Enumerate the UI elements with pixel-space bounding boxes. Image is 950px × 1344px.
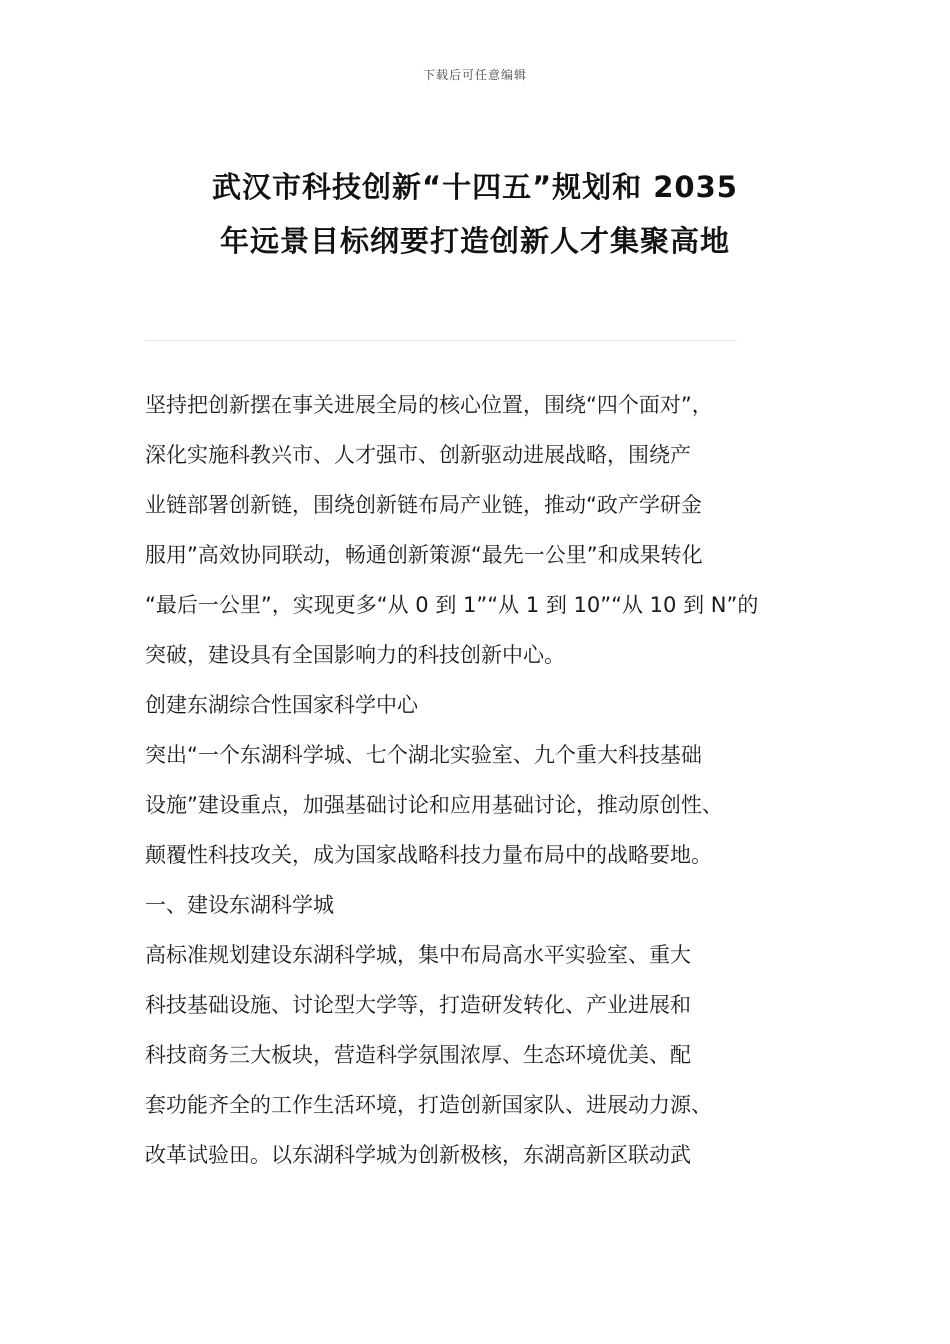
- document-title: [110, 160, 840, 268]
- body-line: 科技商务三大板块，营造科学氛围浓厚、生态环境优美、配: [145, 1043, 691, 1067]
- body-line: “最后一公里”，实现更多“从 0 到 1”“从 1 到 10”“从 10 到 N”的: [145, 593, 759, 617]
- body-text: [145, 380, 759, 1180]
- body-line: 突破，建设具有全国影响力的科技创新中心。: [145, 643, 565, 667]
- body-line: 坚持把创新摆在事关进展全局的核心位置，围绕“四个面对”，: [145, 393, 713, 417]
- section-heading: 创建东湖综合性国家科学中心: [145, 693, 418, 717]
- title-line-2: 年远景目标纲要打造创新人才集聚高地: [219, 224, 730, 258]
- body-line: 颠覆性科技攻关，成为国家战略科技力量布局中的战略要地。: [145, 843, 712, 867]
- title-line-1: 武汉市科技创新“十四五”规划和 2035: [212, 170, 738, 204]
- body-line: 服用”高效协同联动，畅通创新策源“最先一公里”和成果转化: [145, 543, 703, 567]
- body-line: 套功能齐全的工作生活环境，打造创新国家队、进展动力源、: [145, 1093, 712, 1117]
- body-line: 设施”建设重点，加强基础讨论和应用基础讨论，推动原创性、: [145, 793, 723, 817]
- body-line: 科技基础设施、讨论型大学等，打造研发转化、产业进展和: [145, 993, 691, 1017]
- body-line: 突出“一个东湖科学城、七个湖北实验室、九个重大科技基础: [145, 743, 702, 767]
- body-line: 改革试验田。以东湖科学城为创新极核，东湖高新区联动武: [145, 1143, 691, 1167]
- subsection-heading: 一、建设东湖科学城: [145, 893, 334, 917]
- header-note: 下载后可任意编辑: [422, 68, 527, 82]
- body-line: 深化实施科教兴市、人才强市、创新驱动进展战略，围绕产: [145, 443, 691, 467]
- body-line: 业链部署创新链，围绕创新链布局产业链，推动“政产学研金: [145, 493, 702, 517]
- body-line: 高标准规划建设东湖科学城，集中布局高水平实验室、重大: [145, 943, 691, 967]
- divider-line: [145, 340, 737, 341]
